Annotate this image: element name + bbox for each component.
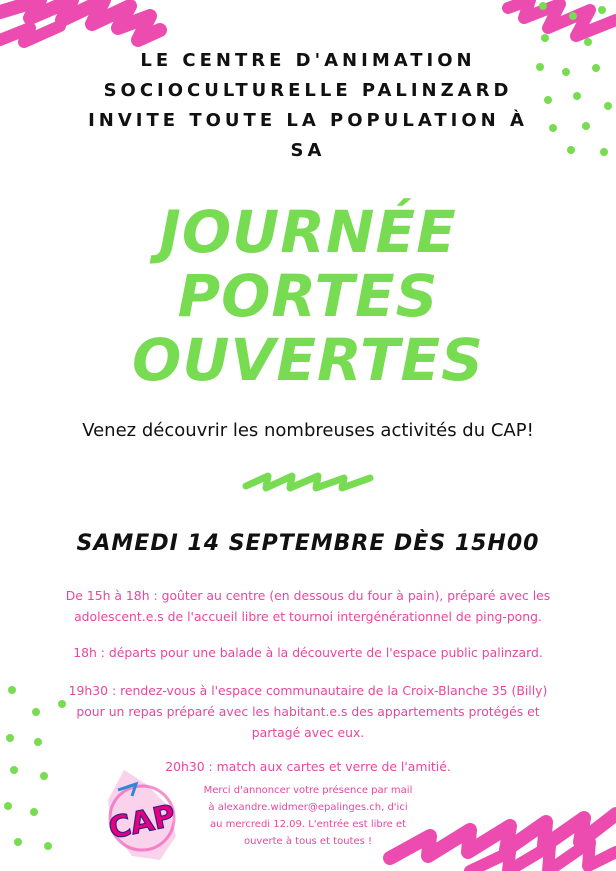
program-item-3-line-3: partagé avec eux. — [251, 725, 365, 740]
pink-zigzag-top-left — [0, 0, 160, 42]
green-dots-bottom-left — [4, 686, 66, 850]
rsvp-note-line-1: Merci d'annoncer votre présence par mail — [203, 785, 413, 796]
program-item-1-line-2: adolescent.e.s de l'accueil libre et tournoi intergénérationnel de ping-pong. — [74, 609, 542, 624]
intro-line-2: SOCIOCULTURELLE PALINZARD — [103, 80, 513, 101]
program-item-4-line-1: 20h30 : match aux cartes et verre de l'amitié. — [165, 759, 451, 774]
intro-line-1: LE CENTRE D'ANIMATION — [140, 50, 476, 71]
intro-text — [60, 46, 556, 166]
program-item-1-line-1: De 15h à 18h : goûter au centre (en dessous du four à pain), préparé avec les — [65, 588, 551, 603]
title-line-1: JOURNÉE — [159, 198, 457, 266]
cap-logo — [106, 770, 179, 860]
event-date: SAMEDI 14 SEPTEMBRE DÈS 15H00 — [76, 531, 540, 556]
title-line-3: OUVERTES — [132, 326, 484, 394]
rsvp-note-line-2: à alexandre.widmer@epalinges.ch, d'ici — [208, 802, 408, 813]
rsvp-note — [178, 782, 438, 850]
rsvp-note-line-4: ouverte à tous et toutes ! — [243, 836, 373, 847]
pink-zigzag-top-right — [508, 0, 616, 36]
program-item-2-line-1: 18h : départs pour une balade à la découverte de l'espace public palinzard. — [73, 645, 543, 660]
intro-line-3: INVITE TOUTE LA POPULATION À — [88, 110, 528, 131]
program-item-4 — [62, 756, 554, 777]
subtitle: Venez découvrir les nombreuses activités du CAP! — [82, 420, 534, 441]
green-squiggle-divider — [246, 476, 370, 488]
cap-logo-text: CAP — [105, 798, 179, 847]
intro-line-4: SA — [290, 140, 326, 161]
title-line-2: PORTES — [177, 262, 439, 330]
program-item-1 — [62, 585, 554, 627]
program-item-3-line-1: 19h30 : rendez-vous à l'espace communautaire de la Croix-Blanche 35 (Billy) — [68, 683, 548, 698]
program-item-3-line-2: pour un repas préparé avec les habitant.e.s des appartements protégés et — [76, 704, 540, 719]
rsvp-note-line-3: au mercredi 12.09. L'entrée est libre et — [209, 819, 407, 830]
program-item-2 — [62, 642, 554, 663]
event-title — [60, 200, 556, 392]
program-item-3 — [62, 680, 554, 743]
